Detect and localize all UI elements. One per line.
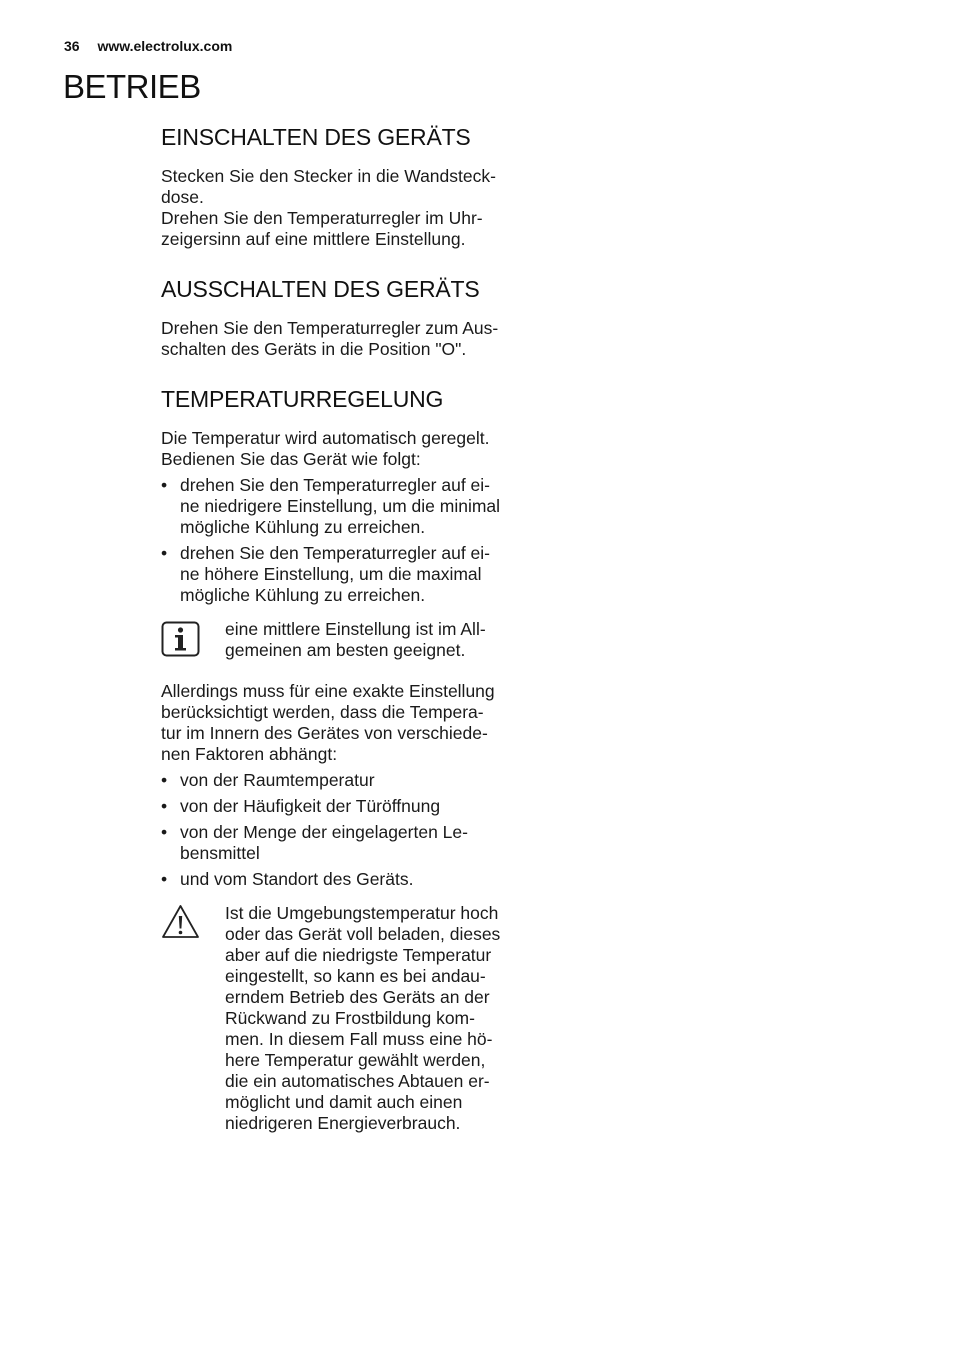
page-header [64,38,232,54]
warning-icon [161,903,201,946]
list-item-text: von der Raumtemperatur [180,770,375,790]
info-note-text: eine mittlere Einstellung ist im All- gemeinen am besten geeignet. [225,619,486,660]
bullet-glyph: • [161,543,168,563]
info-icon [161,619,201,664]
section-intro: Die Temperatur wird automatisch geregelt. Bedienen Sie das Gerät wie folgt: [161,428,490,469]
list-item-text: drehen Sie den Temperaturregler auf ei- ne höhere Einstellung, um die maximal mögliche Kühlung zu erreichen. [180,543,491,605]
list-item-text: von der Häufigkeit der Türöffnung [180,796,441,816]
bullet-list [161,475,521,606]
section-temperaturregelung [161,384,521,1134]
section-paragraph: Drehen Sie den Temperaturregler zum Aus- schalten des Geräts in die Position "O". [161,318,499,359]
list-item [161,475,521,538]
list-item-text: von der Menge der eingelagerten Le- bensmittel [180,822,468,863]
info-note [161,619,521,661]
section-einschalten [161,122,521,250]
chapter-title: BETRIEB [63,68,201,105]
content-column [161,122,521,1158]
list-item [161,822,521,864]
bullet-list [161,770,521,890]
list-item [161,869,521,890]
section-paragraph: Allerdings muss für eine exakte Einstellung berücksichtigt werden, dass die Tempera- tur im Innern des Gerätes von verschiede- nen Faktoren abhängt: [161,681,495,764]
bullet-glyph: • [161,475,168,495]
bullet-glyph: • [161,869,168,889]
page-number: 36 [64,38,80,54]
section-heading: EINSCHALTEN DES GERÄTS [161,124,471,150]
section-heading: TEMPERATURREGELUNG [161,386,444,412]
section-paragraph: Stecken Sie den Stecker in die Wandsteck- dose. Drehen Sie den Temperaturregler im Uhr- zeigersinn auf eine mittlere Einstellung. [161,166,496,249]
section-heading: AUSSCHALTEN DES GERÄTS [161,276,480,302]
list-item-text: und vom Standort des Geräts. [180,869,414,889]
bullet-glyph: • [161,822,168,842]
list-item [161,543,521,606]
list-item [161,796,521,817]
bullet-glyph: • [161,796,168,816]
warning-note-text: Ist die Umgebungstemperatur hoch oder das Gerät voll beladen, dieses aber auf die niedrigste Temperatur eingestellt, so kann es bei andau- erndem Betrieb des Geräts an der Rückwand zu Frostbildung kom- men. In diesem Fall muss eine hö- here Temperatur gewählt werden, die ein automatisches Abtauen er- möglicht und damit auch einen niedrigeren Energieverbrauch. [225,903,501,1133]
website-url: www.electrolux.com [97,38,233,54]
bullet-glyph: • [161,770,168,790]
warning-note [161,903,521,1134]
section-ausschalten [161,274,521,360]
list-item [161,770,521,791]
list-item-text: drehen Sie den Temperaturregler auf ei- ne niedrigere Einstellung, um die minimal mögliche Kühlung zu erreichen. [180,475,501,537]
